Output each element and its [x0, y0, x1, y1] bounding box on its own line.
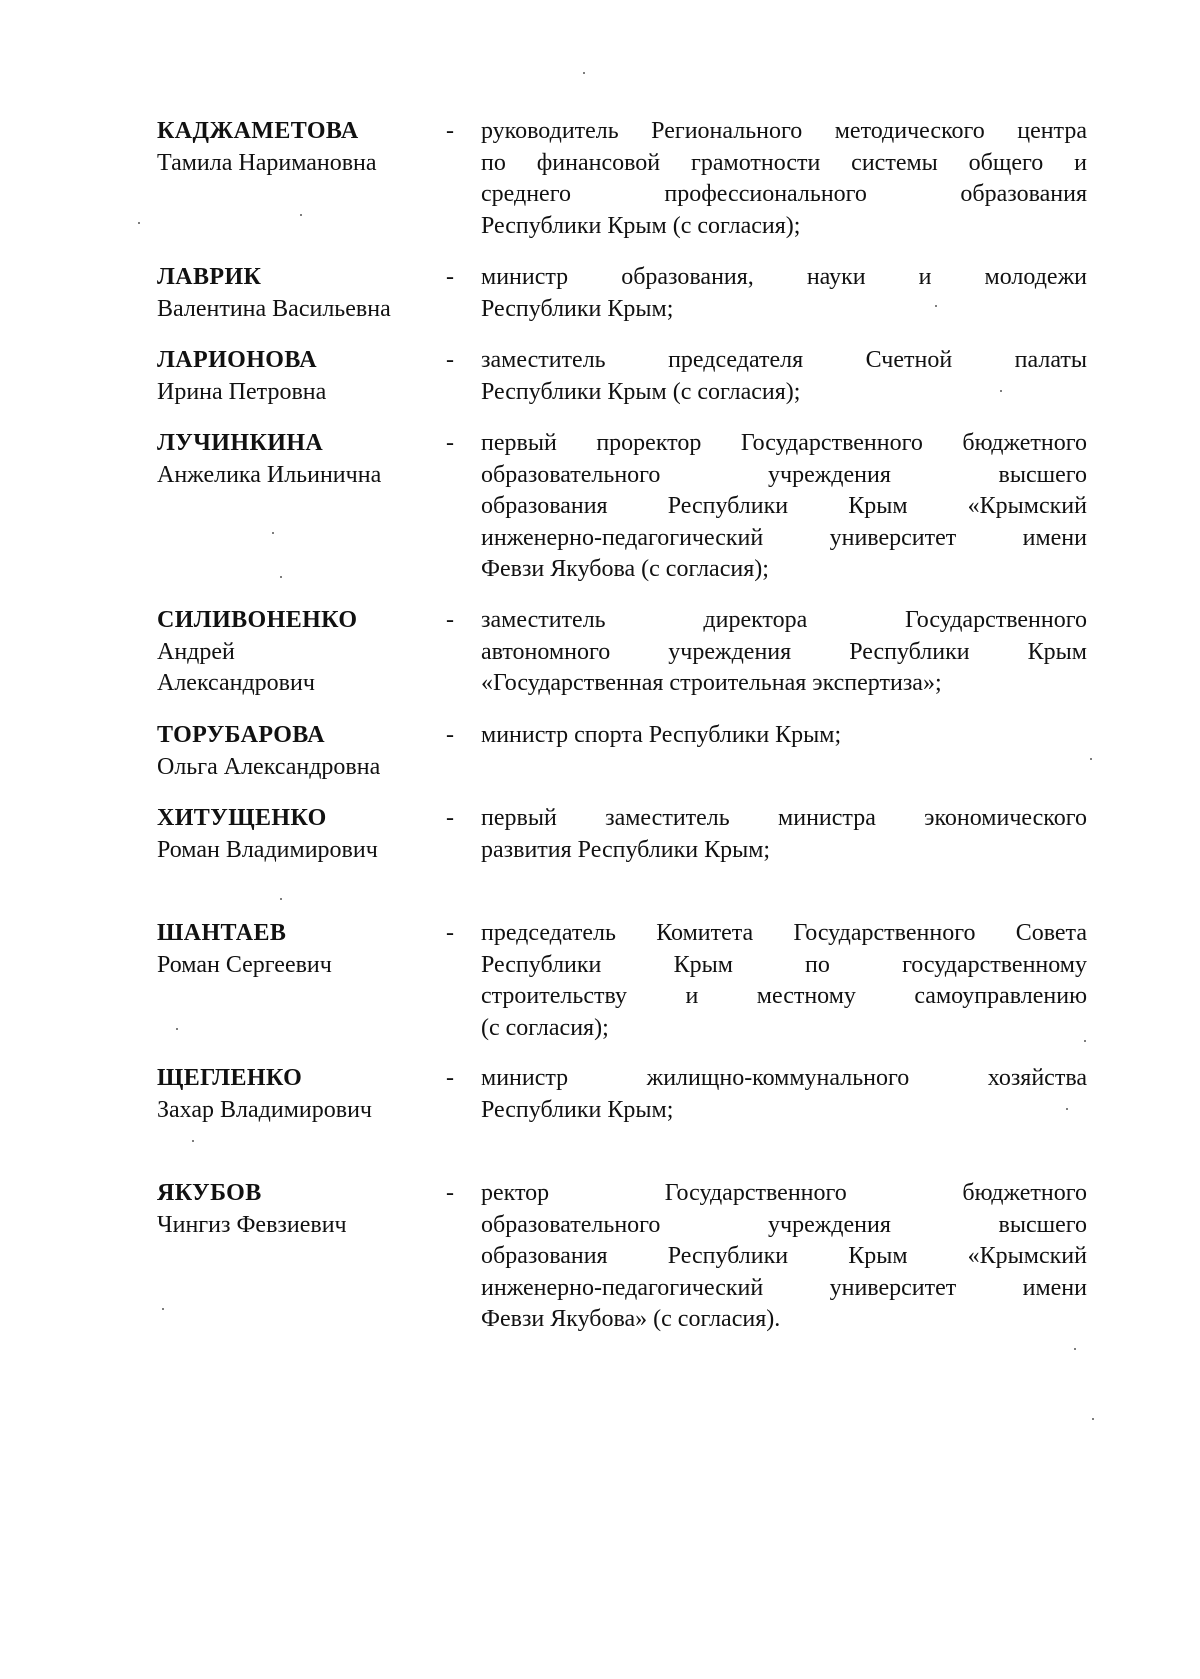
member-surname: КАДЖАМЕТОВА	[157, 118, 359, 144]
position-line: руководитель Регионального методического центра	[481, 118, 1087, 144]
position-line: образовательного учреждения высшего	[481, 461, 1087, 488]
separator-dash: -	[446, 347, 454, 373]
position-line: образовательного учреждения высшего	[481, 1211, 1087, 1238]
member-given-name: Захар Владимирович	[157, 1096, 372, 1123]
position-line: инженерно-педагогический университет имени	[481, 1274, 1087, 1301]
scan-speck	[935, 305, 937, 307]
position-line: Республики Крым по государственному	[481, 951, 1087, 978]
scan-speck	[1066, 1108, 1068, 1110]
separator-dash: -	[446, 722, 454, 748]
scan-speck	[1092, 1418, 1094, 1420]
position-line: министр образования, науки и молодежи	[481, 264, 1087, 290]
position-line: по финансовой грамотности системы общего и	[481, 149, 1087, 176]
position-line: (с согласия);	[481, 1014, 609, 1041]
member-surname: ЛАВРИК	[157, 264, 262, 290]
member-position	[481, 1063, 1087, 1126]
separator-dash: -	[446, 264, 454, 290]
member-position	[481, 428, 1087, 586]
member-given-name: Ольга Александровна	[157, 753, 381, 780]
scan-speck	[176, 1028, 178, 1030]
separator-dash: -	[446, 1065, 454, 1091]
scan-speck	[300, 214, 302, 216]
member-position	[481, 918, 1087, 1044]
position-line: Республики Крым (с согласия);	[481, 378, 801, 405]
member-given-name: Тамила Наримановна	[157, 149, 377, 176]
member-name	[157, 720, 432, 783]
member-name	[157, 428, 432, 491]
scan-speck	[280, 576, 282, 578]
position-line: заместитель директора Государственного	[481, 607, 1087, 633]
scan-speck	[583, 72, 585, 74]
member-given-name: Андрей	[157, 638, 235, 665]
position-line: министр спорта Республики Крым;	[481, 722, 842, 748]
member-name	[157, 803, 432, 866]
scan-speck	[280, 898, 282, 900]
member-position	[481, 720, 1087, 752]
member-given-name: Роман Владимирович	[157, 836, 378, 863]
member-surname: ЛАРИОНОВА	[157, 347, 317, 373]
separator-dash: -	[446, 118, 454, 144]
member-given-name: Валентина Васильевна	[157, 295, 391, 322]
position-line: развития Республики Крым;	[481, 836, 771, 863]
separator-dash: -	[446, 1180, 454, 1206]
member-position	[481, 605, 1087, 700]
position-line: Республики Крым;	[481, 1096, 674, 1123]
member-surname: ТОРУБАРОВА	[157, 722, 325, 748]
separator-dash: -	[446, 805, 454, 831]
position-line: образования Республики Крым «Крымский	[481, 493, 1087, 519]
position-line: строительству и местному самоуправлению	[481, 983, 1087, 1009]
scan-speck	[1090, 758, 1092, 760]
member-surname: ЛУЧИНКИНА	[157, 430, 324, 456]
position-line: первый заместитель министра экономического	[481, 805, 1087, 831]
separator-dash: -	[446, 920, 454, 946]
scan-speck	[272, 532, 274, 534]
member-name	[157, 116, 432, 179]
scan-speck	[162, 1308, 164, 1310]
position-line: Республики Крым;	[481, 295, 674, 322]
scan-speck	[1000, 390, 1002, 392]
position-line: первый проректор Государственного бюджетного	[481, 430, 1087, 456]
member-name	[157, 1063, 432, 1126]
position-line: Республики Крым (с согласия);	[481, 212, 801, 239]
scan-speck	[1084, 1040, 1086, 1042]
member-name	[157, 918, 432, 981]
position-line: заместитель председателя Счетной палаты	[481, 347, 1087, 373]
member-position	[481, 262, 1087, 325]
member-name	[157, 1178, 432, 1241]
member-given-name: Роман Сергеевич	[157, 951, 332, 978]
member-surname: ШАНТАЕВ	[157, 920, 287, 946]
position-line: среднего профессионального образования	[481, 181, 1087, 207]
separator-dash: -	[446, 430, 454, 456]
member-given-name: Чингиз Февзиевич	[157, 1211, 347, 1238]
member-surname: СИЛИВОНЕНКО	[157, 607, 358, 633]
member-position	[481, 803, 1087, 866]
member-name	[157, 605, 432, 700]
scan-speck	[1074, 1348, 1076, 1350]
member-patronymic: Александрович	[157, 670, 315, 696]
position-line: министр жилищно-коммунального хозяйства	[481, 1065, 1087, 1091]
member-position	[481, 345, 1087, 408]
separator-dash: -	[446, 607, 454, 633]
position-line: председатель Комитета Государственного Совета	[481, 920, 1087, 946]
member-position	[481, 116, 1087, 242]
position-line: «Государственная строительная экспертиза»;	[481, 670, 942, 696]
member-name	[157, 262, 432, 325]
member-given-name: Анжелика Ильинична	[157, 461, 382, 488]
member-given-name: Ирина Петровна	[157, 378, 327, 405]
member-name	[157, 345, 432, 408]
position-line: инженерно-педагогический университет имени	[481, 524, 1087, 551]
position-line: образования Республики Крым «Крымский	[481, 1243, 1087, 1269]
position-line: Февзи Якубова» (с согласия).	[481, 1306, 781, 1332]
scan-speck	[138, 222, 140, 224]
position-line: автономного учреждения Республики Крым	[481, 638, 1087, 665]
position-line: ректор Государственного бюджетного	[481, 1180, 1087, 1206]
scan-speck	[192, 1140, 194, 1142]
member-surname: ЩЕГЛЕНКО	[157, 1065, 303, 1091]
member-surname: ЯКУБОВ	[157, 1180, 262, 1206]
member-surname: ХИТУЩЕНКО	[157, 805, 327, 831]
position-line: Февзи Якубова (с согласия);	[481, 556, 769, 582]
member-position	[481, 1178, 1087, 1336]
